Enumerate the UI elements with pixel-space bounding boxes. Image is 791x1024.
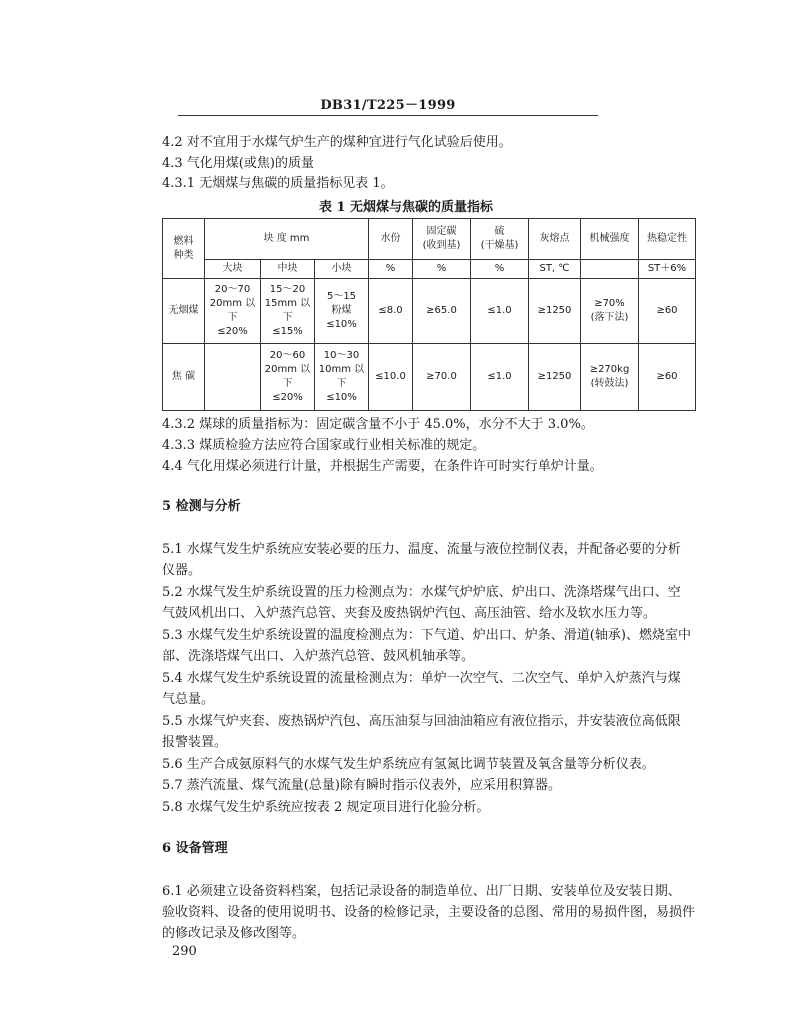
- clause-5-5: 5.5 水煤气炉夹套、废热锅炉汽包、高压油泵与回油油箱应有液位指示，并安装液位高低限: [162, 714, 681, 729]
- header-sulfur: 硫 (干燥基): [471, 219, 529, 260]
- cell-fixed-carbon: ≥65.0: [413, 279, 471, 344]
- clause-5-5-cont: 报警装置。: [162, 735, 228, 750]
- subheader-medium: 中块: [261, 260, 315, 279]
- header-ash-fusion: 灰熔点: [529, 219, 581, 260]
- table-subheader-row: [163, 260, 696, 279]
- subheader-small: 小块: [315, 260, 369, 279]
- cell-medium: 15～20 15mm 以下 ≤15%: [261, 279, 315, 344]
- clause-4-3: 4.3 气化用煤(或焦)的质量: [162, 156, 314, 171]
- cell-sulfur: ≤1.0: [471, 344, 529, 411]
- clause-5-2: 5.2 水煤气发生炉系统设置的压力检测点为：水煤气炉炉底、炉出口、洗涤塔煤气出口、空: [162, 585, 681, 600]
- subheader-strength-unit: [581, 260, 639, 279]
- subheader-fc-unit: %: [413, 260, 471, 279]
- subheader-ash-unit: ST, ℃: [529, 260, 581, 279]
- section-5-title: 5 检测与分析: [162, 499, 241, 514]
- cell-strength: ≥270kg (转鼓法): [581, 344, 639, 411]
- clause-5-7: 5.7 蒸汽流量、煤气流量(总量)除有瞬时指示仪表外，应采用积算器。: [162, 778, 561, 793]
- header-fixed-carbon: 固定碳 (收到基): [413, 219, 471, 260]
- cell-sulfur: ≤1.0: [471, 279, 529, 344]
- clause-4-3-2: 4.3.2 煤球的质量指标为：固定碳含量不小于 45.0%，水分不大于 3.0%。: [162, 417, 594, 432]
- header-thermal-stability: 热稳定性: [639, 219, 696, 260]
- header-fuel-type: 燃料 种类: [163, 219, 205, 279]
- cell-moisture: ≤8.0: [369, 279, 413, 344]
- cell-thermal-stability: ≥60: [639, 344, 696, 411]
- header-size: 块 度 mm: [205, 219, 369, 260]
- cell-ash-fusion: ≥1250: [529, 344, 581, 411]
- clause-5-4-cont: 气总量。: [162, 692, 215, 707]
- clause-5-1: 5.1 水煤气发生炉系统应安装必要的压力、温度、流量与液位控制仪表，并配备必要的分析: [162, 542, 681, 557]
- cell-large: [205, 344, 261, 411]
- clause-4-2: 4.2 对不宜用于水煤气炉生产的煤种宜进行气化试验后使用。: [162, 135, 512, 150]
- table-header-row: [163, 219, 696, 260]
- cell-small: 10～30 10mm 以下 ≤10%: [315, 344, 369, 411]
- header-strength: 机械强度: [581, 219, 639, 260]
- subheader-large: 大块: [205, 260, 261, 279]
- cell-strength: ≥70% (落下法): [581, 279, 639, 344]
- cell-medium: 20～60 20mm 以下 ≤20%: [261, 344, 315, 411]
- clause-4-4: 4.4 气化用煤必须进行计量，并根据生产需要，在条件许可时实行单炉计量。: [162, 459, 603, 474]
- cell-moisture: ≤10.0: [369, 344, 413, 411]
- clause-4-3-3: 4.3.3 煤质检验方法应符合国家或行业相关标准的规定。: [162, 438, 486, 453]
- subheader-moisture-unit: %: [369, 260, 413, 279]
- cell-thermal-stability: ≥60: [639, 279, 696, 344]
- subheader-thermal-unit: ST＋6%: [639, 260, 696, 279]
- clause-6-1: 6.1 必须建立设备资料档案，包括记录设备的制造单位、出厂日期、安装单位及安装日期、: [162, 884, 681, 899]
- clause-5-3-cont: 部、洗涤塔煤气出口、入炉蒸汽总管、鼓风机轴承等。: [162, 649, 475, 664]
- clause-5-8: 5.8 水煤气发生炉系统应按表 2 规定项目进行化验分析。: [162, 800, 490, 815]
- clause-5-6: 5.6 生产合成氨原料气的水煤气发生炉系统应有氢氮比调节装置及氧含量等分析仪表。: [162, 757, 655, 772]
- cell-fixed-carbon: ≥70.0: [413, 344, 471, 411]
- cell-small: 5～15 粉煤 ≤10%: [315, 279, 369, 344]
- cell-large: 20～70 20mm 以下 ≤20%: [205, 279, 261, 344]
- clause-6-1-cont2: 的修改记录及修改图等。: [162, 926, 306, 941]
- clause-5-4: 5.4 水煤气发生炉系统设置的流量检测点为：单炉一次空气、二次空气、单炉入炉蒸汽与煤: [162, 671, 681, 686]
- clause-5-3: 5.3 水煤气发生炉系统设置的温度检测点为：下气道、炉出口、炉条、滑道(轴承)、燃烧室中: [162, 628, 691, 643]
- clause-5-2-cont: 气鼓风机出口、入炉蒸汽总管、夹套及废热锅炉汽包、高压油管、给水及软水压力等。: [162, 606, 657, 621]
- clause-5-1-cont: 仪器。: [162, 563, 202, 578]
- clause-6-1-cont: 验收资料、设备的使用说明书、设备的检修记录，主要设备的总图、常用的易损件图，易损件: [162, 905, 696, 920]
- quality-table: [162, 218, 696, 411]
- page-number: 290: [172, 944, 197, 959]
- table-row: [163, 279, 696, 344]
- row-name: 无烟煤: [163, 279, 205, 344]
- cell-ash-fusion: ≥1250: [529, 279, 581, 344]
- table-row: [163, 344, 696, 411]
- header-rule: [178, 115, 598, 116]
- header-moisture: 水份: [369, 219, 413, 260]
- section-6-title: 6 设备管理: [162, 841, 228, 856]
- document-header: DB31/T225－1999: [320, 98, 456, 113]
- subheader-sulfur-unit: %: [471, 260, 529, 279]
- table-caption: 表 1 无烟煤与焦碳的质量指标: [318, 200, 494, 215]
- row-name: 焦 碳: [163, 344, 205, 411]
- clause-4-3-1: 4.3.1 无烟煤与焦碳的质量指标见表 1。: [162, 176, 394, 191]
